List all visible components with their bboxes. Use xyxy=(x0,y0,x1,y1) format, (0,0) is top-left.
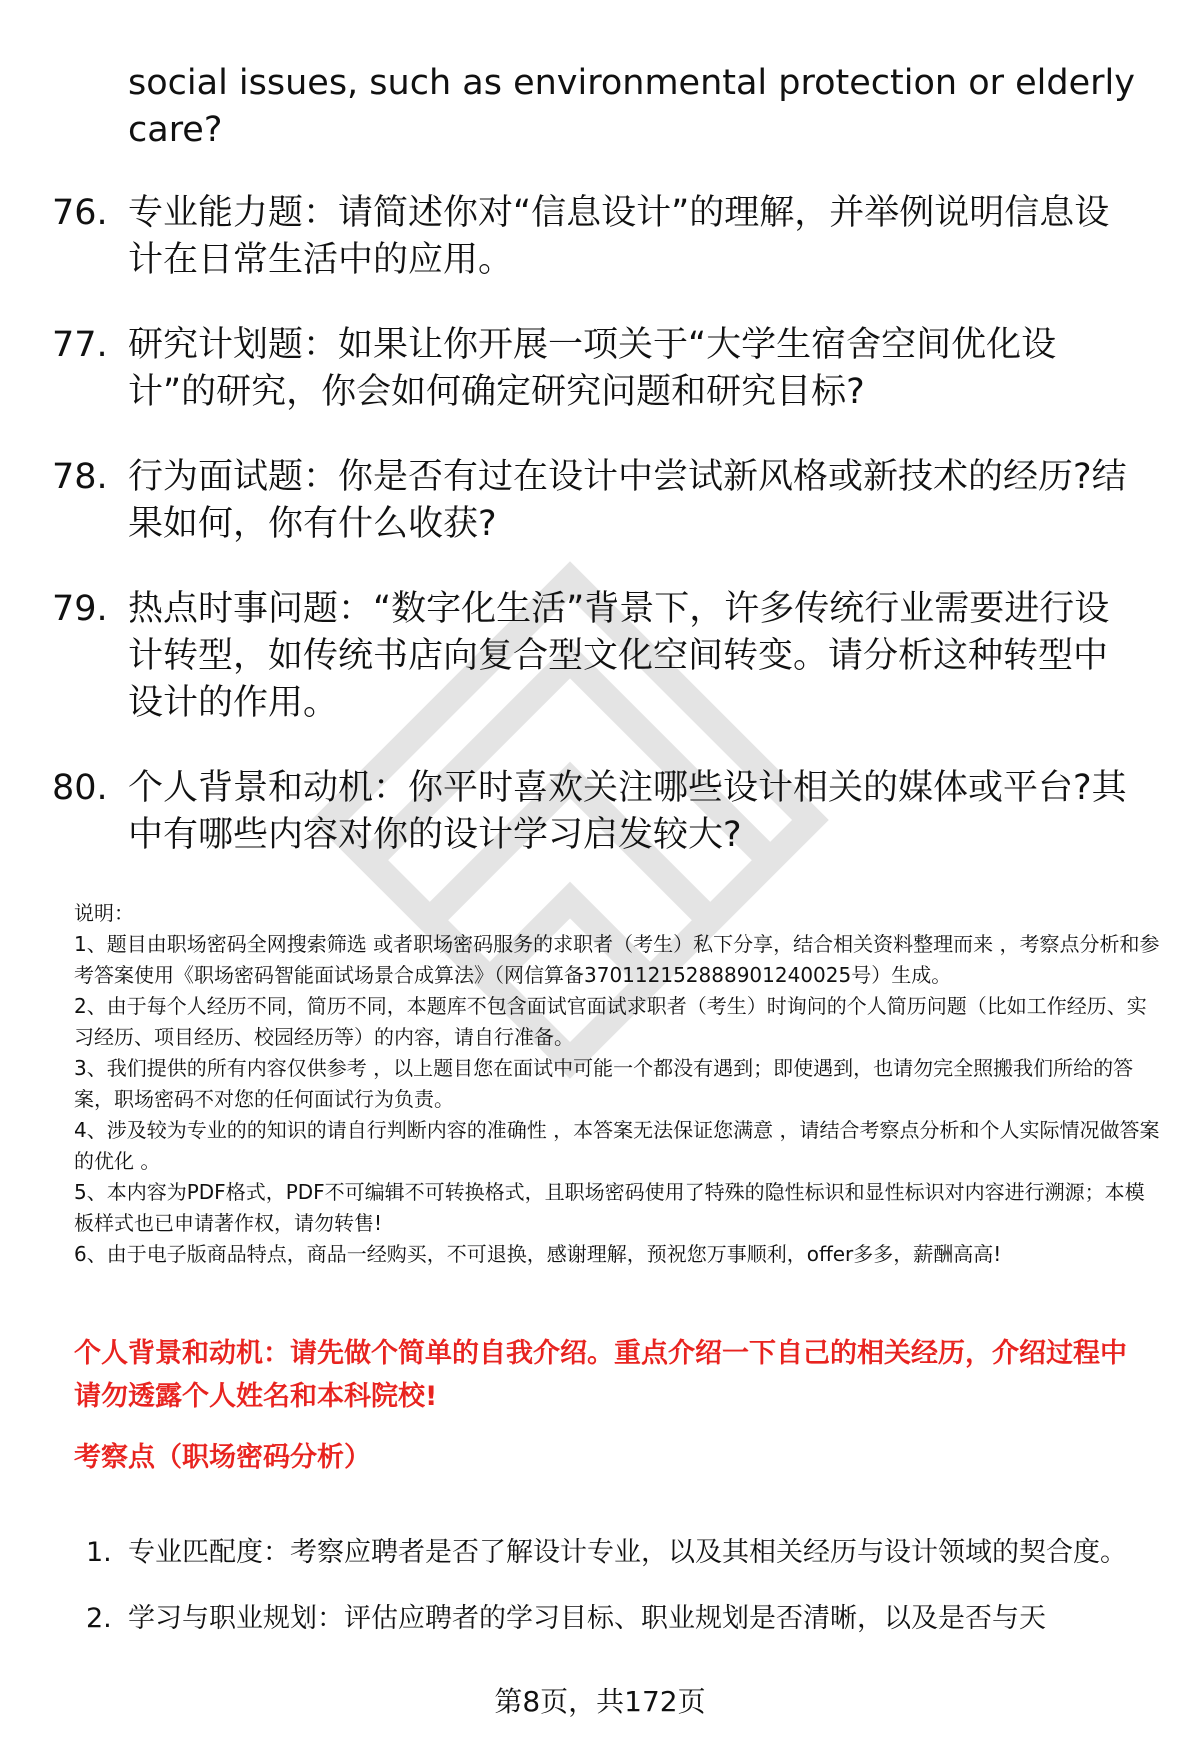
note-item: 5、本内容为PDF格式，PDF不可编辑不可转换格式，且职场密码使用了特殊的隐性标识和显性标识对内容进行溯源；本模板样式也已申请著作权，请勿转售! xyxy=(74,1180,1145,1235)
question-item xyxy=(0,454,1200,548)
question-text: 热点时事问题：“数字化生活”背景下，许多传统行业需要进行设计转型，如传统书店向复合型文化空间转变。请分析这种转型中设计的作用。 xyxy=(128,589,1110,723)
point-number: 1. xyxy=(86,1537,112,1568)
question-number: 78. xyxy=(52,457,108,497)
page-footer: 第8页，共172页 xyxy=(494,1685,706,1718)
continuation-text: social issues, such as environmental protection or elderly care? xyxy=(128,63,1135,150)
question-number: 77. xyxy=(52,325,108,365)
note-item: 1、题目由职场密码全网搜索筛选 或者职场密码服务的求职者（考生）私下分享，结合相关资料整理而来 ，考察点分析和参考答案使用《职场密码智能面试场景合成算法》（网信算备370112152888901240025号）生成。 xyxy=(74,932,1160,987)
note-item: 3、我们提供的所有内容仅供参考 ，以上题目您在面试中可能一个都没有遇到；即使遇到，也请勿完全照搬我们所给的答案，职场密码不对您的任何面试行为负责。 xyxy=(74,1056,1134,1111)
point-number: 2. xyxy=(86,1603,112,1634)
analysis-points xyxy=(0,1520,1200,1652)
question-number: 79. xyxy=(52,589,108,629)
question-number: 80. xyxy=(52,768,108,808)
note-item: 6、由于电子版商品特点，商品一经购买，不可退换，感谢理解，预祝您万事顺利，offer多多，薪酬高高! xyxy=(74,1242,1002,1266)
question-text: 研究计划题：如果让你开展一项关于“大学生宿舍空间优化设计”的研究，你会如何确定研究问题和研究目标? xyxy=(128,325,1057,412)
question-item xyxy=(0,190,1200,284)
notes-heading: 说明： xyxy=(74,901,134,925)
question-item xyxy=(0,322,1200,416)
featured-question: 个人背景和动机：请先做个简单的自我介绍。重点介绍一下自己的相关经历，介绍过程中请勿透露个人姓名和本科院校! xyxy=(74,1338,1127,1412)
note-item: 4、涉及较为专业的的知识的请自行判断内容的准确性 ，本答案无法保证您满意 ，请结合考察点分析和个人实际情况做答案的优化 。 xyxy=(74,1118,1160,1173)
point-text: 专业匹配度：考察应聘者是否了解设计专业，以及其相关经历与设计领域的契合度。 xyxy=(128,1537,1127,1568)
question-text: 行为面试题：你是否有过在设计中尝试新风格或新技术的经历?结果如何，你有什么收获? xyxy=(128,457,1127,544)
question-text: 专业能力题：请简述你对“信息设计”的理解，并举例说明信息设计在日常生活中的应用。 xyxy=(128,193,1110,280)
analysis-point xyxy=(0,1520,1200,1586)
question-text: 个人背景和动机：你平时喜欢关注哪些设计相关的媒体或平台?其中有哪些内容对你的设计学习启发较大? xyxy=(128,768,1127,855)
note-item: 2、由于每个人经历不同，简历不同，本题库不包含面试官面试求职者（考生）时询问的个人简历问题（比如工作经历、实习经历、项目经历、校园经历等）的内容，请自行准备。 xyxy=(74,994,1147,1049)
notes-section xyxy=(74,898,1160,1270)
analysis-heading: 考察点（职场密码分析） xyxy=(74,1442,371,1473)
question-item xyxy=(0,586,1200,727)
analysis-point xyxy=(0,1586,1200,1652)
question-number: 76. xyxy=(52,193,108,233)
question-item xyxy=(0,765,1200,859)
question-list xyxy=(0,190,1200,897)
point-text: 学习与职业规划：评估应聘者的学习目标、职业规划是否清晰，以及是否与天 xyxy=(128,1603,1046,1634)
